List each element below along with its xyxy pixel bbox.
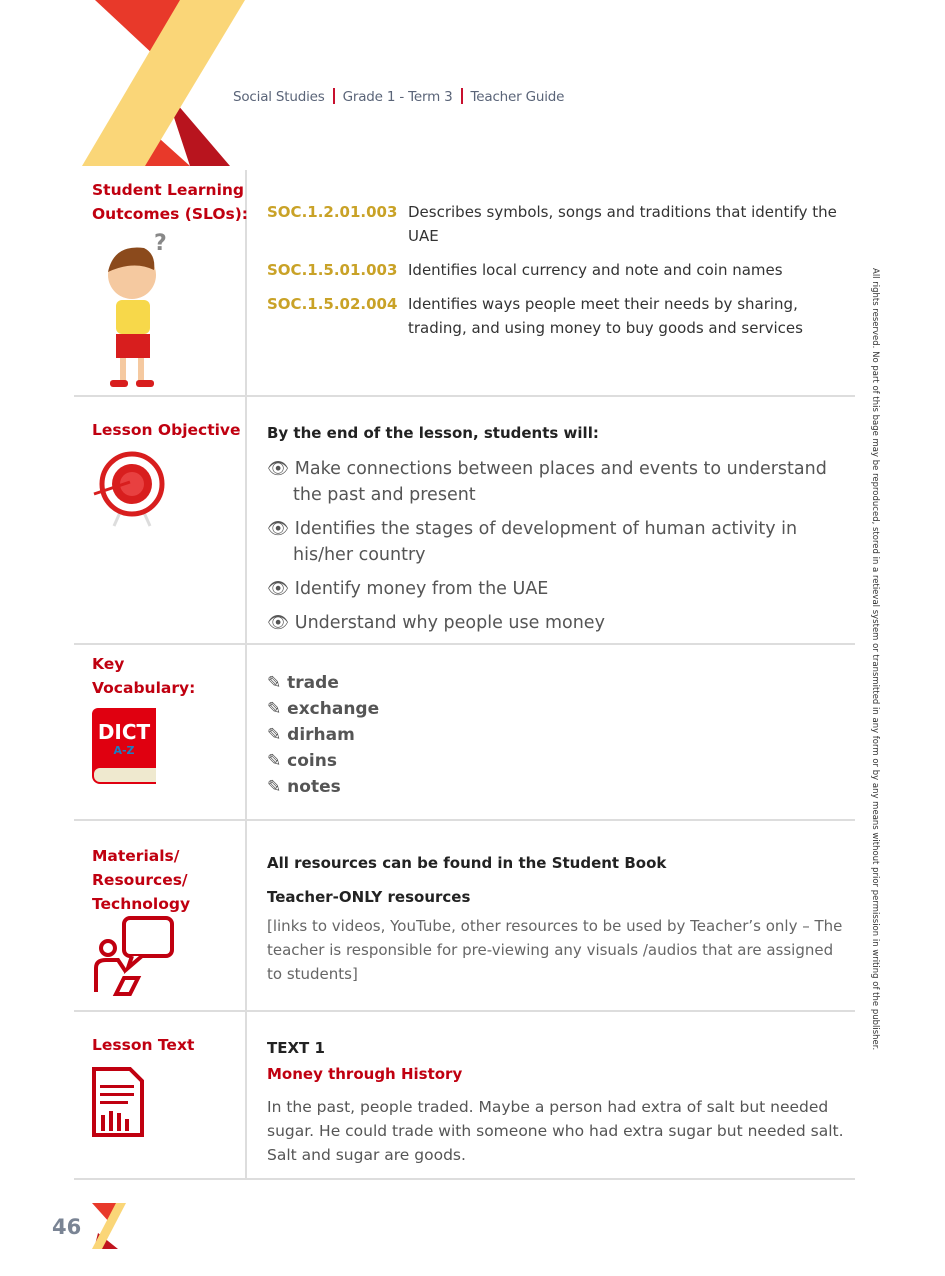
vocab-item: ✎ dirham xyxy=(267,725,355,745)
eye-icon: 👁 xyxy=(267,519,295,539)
materials-line2: Teacher-ONLY resources xyxy=(267,888,471,906)
objective-row xyxy=(74,396,855,645)
dictionary-icon: DICT A-Z xyxy=(92,708,156,784)
vocab-item: ✎ notes xyxy=(267,777,341,797)
brand-logo xyxy=(80,0,250,166)
text-heading: TEXT 1 xyxy=(267,1039,325,1057)
target-icon xyxy=(92,448,172,528)
thinking-child-icon xyxy=(94,230,174,390)
materials-label: Materials/ Resources/ Technology xyxy=(92,847,191,913)
vocab-item: ✎ coins xyxy=(267,751,337,771)
objective-label: Lesson Objective xyxy=(92,421,241,439)
vocab-label: Key Vocabulary: xyxy=(92,655,196,697)
svg-text:?: ? xyxy=(154,231,167,256)
materials-note: [links to videos, YouTube, other resources to be used by Teacher’s only – The teacher is responsible for pre-viewing any visuals /audios that are assigned to students] xyxy=(267,917,843,983)
vocab-item: ✎ trade xyxy=(267,673,339,693)
breadcrumb xyxy=(233,88,564,105)
copyright-notice: All rights reserved. No part of this bage may be reproduced, stored in a retieval system or transmitted in any form or by any means without prior permission in writing of the publisher. xyxy=(870,268,880,1051)
text-body: In the past, people traded. Maybe a person had extra of salt but needed sugar. He could trade with someone who had extra sugar but needed salt. Salt and sugar are goods. xyxy=(267,1098,844,1164)
document-chart-icon xyxy=(92,1067,144,1137)
materials-row xyxy=(74,820,855,1012)
lesson-text-label: Lesson Text xyxy=(92,1036,195,1054)
slo-item: SOC.1.5.01.003 Identifies local currency and note and coin names xyxy=(267,261,783,279)
lesson-text-row xyxy=(74,1011,855,1180)
grade: Grade 1 - Term 3 xyxy=(342,89,453,105)
teacher-speaking-icon xyxy=(92,916,176,998)
vocab-item: ✎ exchange xyxy=(267,699,380,719)
guide-type: Teacher Guide xyxy=(470,89,565,105)
objective-item: 👁 Understand why people use money xyxy=(267,613,605,633)
objective-item: 👁 Identifies the stages of development of human activity in his/her country xyxy=(267,519,798,565)
objective-intro: By the end of the lesson, students will: xyxy=(267,424,599,442)
eye-icon: 👁 xyxy=(267,459,295,479)
eye-icon: 👁 xyxy=(267,613,295,633)
materials-line1: All resources can be found in the Student Book xyxy=(267,854,667,872)
slo-row xyxy=(74,170,855,397)
text-title: Money through History xyxy=(267,1065,463,1083)
footer-logo xyxy=(88,1203,128,1249)
vocabulary-row xyxy=(74,644,855,821)
objective-item: 👁 Identify money from the UAE xyxy=(267,579,549,599)
subject: Social Studies xyxy=(233,89,325,105)
page-number: 46 xyxy=(52,1215,82,1239)
slo-label: Student Learning Outcomes (SLOs): xyxy=(92,181,248,223)
slo-item: SOC.1.5.02.004 Identifies ways people meet their needs by sharing, trading, and using money to buy goods and services xyxy=(267,295,803,337)
eye-icon: 👁 xyxy=(267,579,295,599)
slo-item: SOC.1.2.01.003 Describes symbols, songs and traditions that identify the UAE xyxy=(267,203,837,245)
objective-item: 👁 Make connections between places and events to understand the past and present xyxy=(267,459,827,505)
